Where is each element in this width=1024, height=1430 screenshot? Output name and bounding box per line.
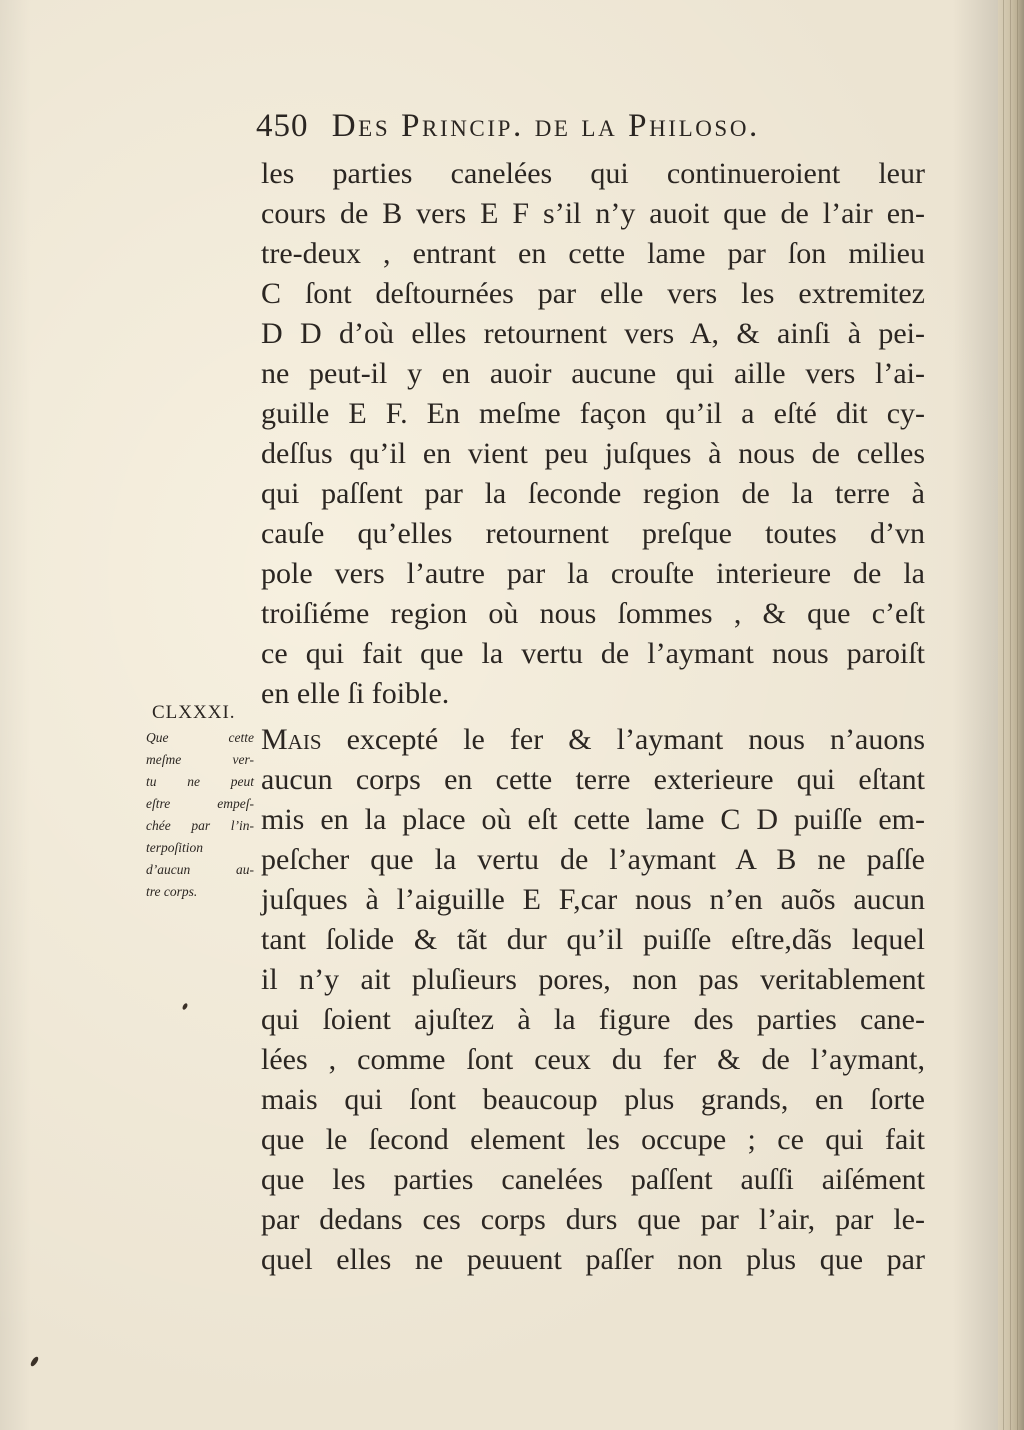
paragraph-first-line — [261, 720, 925, 760]
page-edge-line — [1017, 0, 1018, 1430]
ink-speck — [182, 1002, 189, 1010]
marginal-note-line: eſtre empeſ- — [146, 796, 254, 811]
marginal-note-line: chée par l’in- — [146, 818, 254, 833]
marginal-note-line: terpoſition — [146, 840, 203, 855]
text-line: ce qui fait que la vertu de l’aymant nous paroiſt — [261, 637, 925, 670]
text-line: aucun corps en cette terre exterieure qui eſtant — [261, 763, 925, 796]
marginal-note — [146, 727, 254, 903]
text-line: tre-deux , entrant en cette lame par ſon milieu — [261, 237, 925, 270]
text-line: que les parties canelées paſſent auſſi aiſément — [261, 1163, 925, 1196]
marginal-note-line: tu ne peut — [146, 774, 254, 789]
text-line: C ſont deſtournées par elle vers les extremitez — [261, 277, 925, 310]
running-title: Des Princip. de la Philoso. — [331, 108, 760, 144]
text-line: lées , comme ſont ceux du fer & de l’aymant, — [261, 1043, 925, 1076]
text-line: peſcher que la vertu de l’aymant A B ne paſſe — [261, 843, 925, 876]
text-line: il n’y ait pluſieurs pores, non pas veritablement — [261, 963, 925, 996]
text-line: troiſiéme region où nous ſommes , & que c’eſt — [261, 597, 925, 630]
marginal-note-line: Que cette — [146, 730, 254, 745]
article-number: CLXXXI. — [152, 702, 236, 723]
ink-speck — [29, 1356, 39, 1368]
running-header — [256, 108, 916, 152]
text-line: par dedans ces corps durs que par l’air, par le- — [261, 1203, 925, 1236]
body-text — [261, 154, 925, 1280]
page-edge-line — [1003, 0, 1004, 1430]
page-edge — [998, 0, 1024, 1430]
page-edge-line — [1010, 0, 1011, 1430]
text-line: guille E F. En meſme façon qu’il a eſté dit cy- — [261, 397, 925, 430]
page-number: 450 — [256, 108, 309, 144]
text-line: en elle ſi foible. — [261, 677, 450, 710]
text-line: les parties canelées qui continueroient leur — [261, 157, 925, 190]
marginal-note-line: meſme ver- — [146, 752, 254, 767]
text-line: que le ſecond element les occupe ; ce qui fait — [261, 1123, 925, 1156]
text-line: mais qui ſont beaucoup plus grands, en ſorte — [261, 1083, 925, 1116]
text-line: qui paſſent par la ſeconde region de la terre à — [261, 477, 925, 510]
text-line: quel elles ne peuuent paſſer non plus que par — [261, 1243, 925, 1276]
marginal-note-line: tre corps. — [146, 884, 198, 899]
text-line: deſſus qu’il en vient peu juſques à nous de celles — [261, 437, 925, 470]
text-line: tant ſolide & tãt dur qu’il puiſſe eſtre,dãs lequel — [261, 923, 925, 956]
text-line: qui ſoient ajuſtez à la figure des parties cane- — [261, 1003, 925, 1036]
text-line: cours de B vers E F s’il n’y auoit que de l’air en- — [261, 197, 925, 230]
marginal-note-line: d’aucun au- — [146, 862, 254, 877]
text-line: pole vers l’autre par la crouſte interieure de la — [261, 557, 925, 590]
text-line: ne peut-il y en auoir aucune qui aille vers l’ai- — [261, 357, 925, 390]
text-line: cauſe qu’elles retournent preſque toutes d’vn — [261, 517, 925, 550]
paragraph-first-line-text: excepté le fer & l’aymant nous n’auons — [346, 723, 925, 756]
text-line: juſques à l’aiguille E F,car nous n’en auõs aucun — [261, 883, 925, 916]
paragraph-lead-word: Mais — [261, 723, 322, 756]
text-line: D D d’où elles retournent vers A, & ainſi à pei- — [261, 317, 925, 350]
text-line: mis en la place où eſt cette lame C D puiſſe em- — [261, 803, 925, 836]
